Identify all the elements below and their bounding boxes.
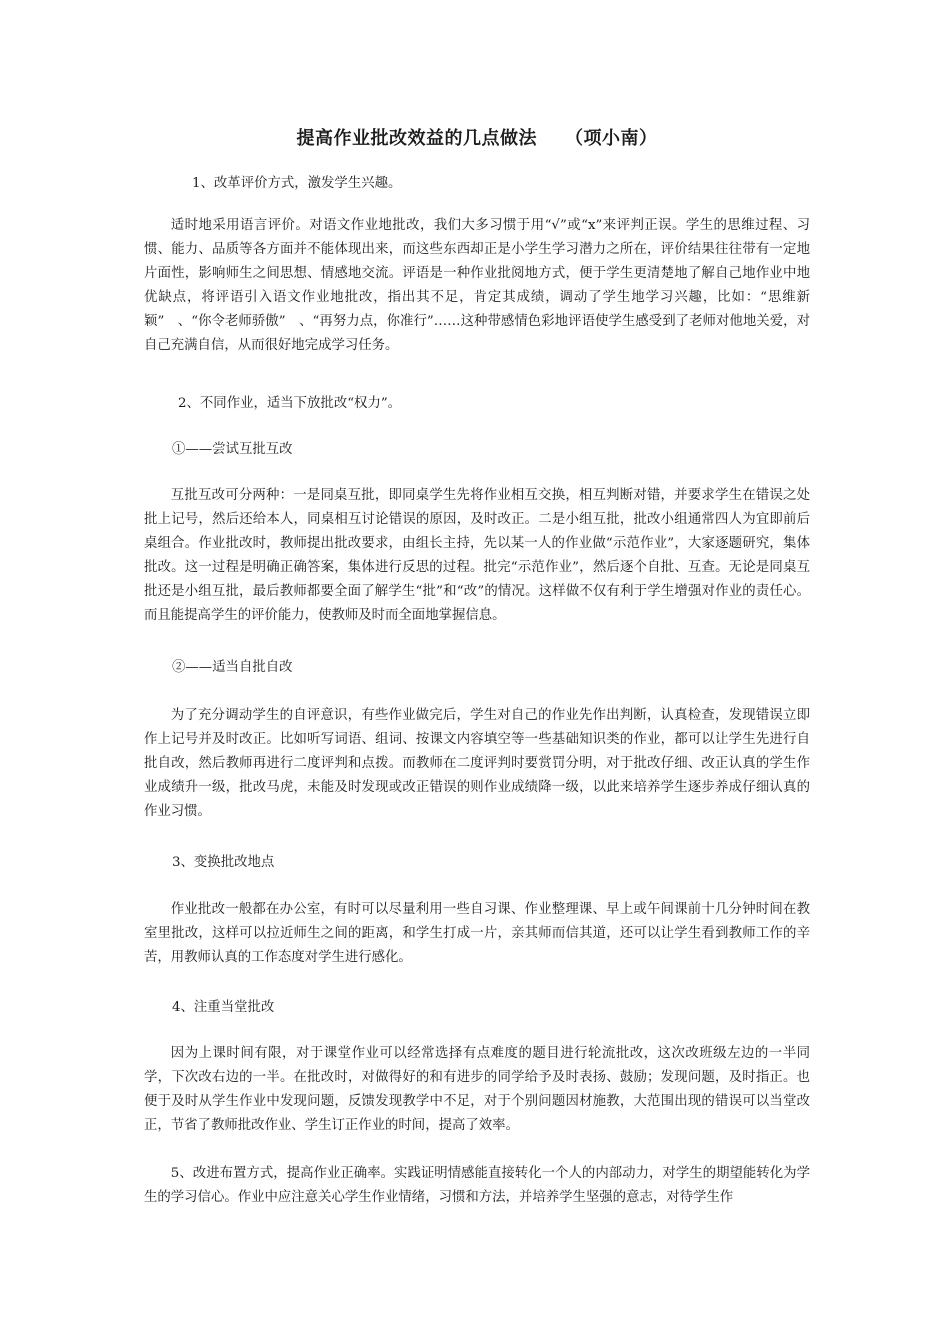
subheading-self-review: ②——适当自批自改 (172, 660, 293, 675)
paragraph-2: 互批互改可分两种：一是同桌互批，即同桌学生先将作业相互交换，相互判断对错，并要求学生在错误之处批上记号，然后还给本人，同桌相互讨论错误的原因，及时改正。二是小组互批，批改小组通常四人为宜即前后桌组合。作业批改时，教师提出批改要求，由组长主持，先以某一人的作业做“示范作业”，大家逐题研究，集体批改。这一过程是明确正确答案，集体进行反思的过程。批完“示范作业”，然后逐个自批、互查。无论是同桌互批还是小组互批，最后教师都要全面了解学生“批”和“改”的情况。这样做不仅有利于学生增强对作业的责任心。而且能提高学生的评价能力，使教师及时而全面地掌握信息。 (144, 488, 810, 623)
document-title: 提高作业批改效益的几点做法 （项小南） (296, 128, 658, 149)
paragraph-6: 5、改进布置方式，提高作业正确率。实践证明情感能直接转化一个人的内部动力，对学生的期望能转化为学生的学习信心。作业中应注意关心学生作业情绪，习惯和方法，并培养学生坚强的意志，对待学生作 (144, 1166, 810, 1205)
paragraph-5: 因为上课时间有限，对于课堂作业可以经常选择有点难度的题目进行轮流批改，这次改班级左边的一半同学，下次改右边的一半。在批改时，对做得好的和有进步的同学给予及时表扬、鼓励；发现问题，及时指正。也便于及时从学生作业中发现问题，反馈发现教学中不足，对于个别问题因材施教，大范围出现的错误可以当堂改正，节省了教师批改作业、学生订正作业的时间，提高了效率。 (144, 1046, 810, 1133)
paragraph-4: 作业批改一般都在办公室，有时可以尽量利用一些自习课、作业整理课、早上或午间课前十几分钟时间在教室里批改，这样可以拉近师生之间的距离，和学生打成一片，亲其师而信其道，还可以让学生看到教师工作的辛苦，用教师认真的工作态度对学生进行感化。 (144, 902, 810, 965)
subheading-peer-review: ①——尝试互批互改 (172, 442, 293, 457)
section-heading-1: 1、改革评价方式，激发学生兴趣。 (192, 176, 402, 191)
paragraph-1: 适时地采用语言评价。对语文作业地批改，我们大多习惯于用“√”或“x”来评判正误。学生的思维过程、习惯、能力、品质等各方面并不能体现出来，而这些东西却正是小学生学习潜力之所在，评价结果往往带有一定地片面性，影响师生之间思想、情感地交流。评语是一种作业批阅地方式，便于学生更清楚地了解自己地作业中地优缺点，将评语引入语文作业地批改，指出其不足，肯定其成绩，调动了学生地学习兴趣，比如：“思维新颖” 、“你令老师骄傲” 、“再努力点，你准行”……这种带感情色彩地评语使学生感受到了老师对他地关爱，对自己充满自信，从而很好地完成学习任务。 (144, 218, 810, 353)
section-heading-2: 2、不同作业，适当下放批改“权力”。 (178, 396, 402, 411)
section-heading-3: 3、变换批改地点 (172, 855, 275, 870)
paragraph-3: 为了充分调动学生的自评意识，有些作业做完后，学生对自己的作业先作出判断，认真检查，发现错误立即作上记号并及时改正。比如听写词语、组词、按课文内容填空等一些基础知识类的作业，都可以让学生先进行自批自改，然后教师再进行二度评判和点拨。而教师在二度评判时要赏罚分明，对于批改仔细、改正认真的学生作业成绩升一级，批改马虎，未能及时发现或改正错误的则作业成绩降一级，以此来培养学生逐步养成仔细认真的作业习惯。 (144, 708, 810, 819)
section-heading-4: 4、注重当堂批改 (172, 1000, 275, 1015)
